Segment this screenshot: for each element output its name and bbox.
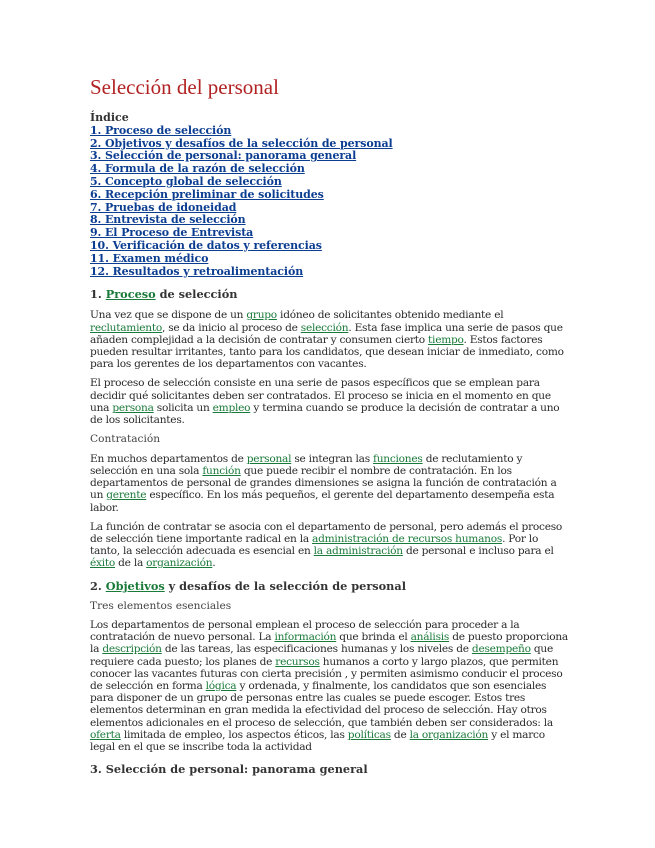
link-desempeno[interactable]: desempeño — [471, 643, 531, 656]
toc-item[interactable]: 3. Selección de personal: panorama general — [90, 149, 357, 163]
page-title: Selección del personal — [90, 75, 279, 99]
toc-item[interactable]: 7. Pruebas de idoneidad — [90, 200, 237, 214]
toc-item[interactable]: 8. Entrevista de selección — [90, 213, 246, 227]
link-personal[interactable]: personal — [246, 452, 292, 465]
section-heading-3: 3. Selección de personal: panorama general — [90, 762, 368, 777]
paragraph: La función de contratar se asocia con el departamento de personal, pero además el proceso de selección tiene importante radical en la administración de recursos humanos. Por lo tanto, la selección adecuada es esencial en la administración de personal e incluso para el éxito de la organización. — [90, 520, 563, 570]
link-la-administracion[interactable]: la administración — [313, 545, 403, 558]
section-heading-1: 1. Proceso de selección — [90, 287, 238, 302]
link-politicas[interactable]: políticas — [347, 728, 391, 741]
toc-item[interactable]: 2. Objetivos y desafíos de la selección de personal — [90, 136, 393, 150]
link-funciones[interactable]: funciones — [373, 452, 423, 465]
link-organizacion[interactable]: organización — [146, 557, 213, 570]
toc-item[interactable]: 12. Resultados y retroalimentación — [90, 264, 304, 278]
link-persona[interactable]: persona — [112, 401, 154, 414]
toc-item[interactable]: 11. Examen médico — [90, 251, 209, 265]
toc-item[interactable]: 9. El Proceso de Entrevista — [90, 226, 254, 240]
link-informacion[interactable]: información — [274, 631, 337, 644]
subheading: Contratación — [90, 433, 161, 446]
toc-item[interactable]: 10. Verificación de datos y referencias — [90, 238, 322, 252]
paragraph: Los departamentos de personal emplean el proceso de selección para proceder a la contratación de nuevo personal. La información que brinda el análisis de puesto proporciona la descripción de las tareas, las especificaciones humanas y los niveles de desempeño que requiere cada puesto; los planes de recursos humanos a corto y largo plazos, que permiten conocer las vacantes futuras con cierta precisión , y permiten asimismo conducir el proceso de selección en forma lógica y ordenada, y finalmente, los candidatos que son esenciales para disponer de un grupo de personas entre las cuales se puede escoger. Estos tres elementos determinan en gran medida la efectividad del proceso de selección. Hay otros elementos adicionales en el proceso de selección, que también deben ser considerados: la oferta limitada de empleo, los aspectos éticos, las políticas de la organización y el marco legal en el que se inscribe toda la actividad — [90, 619, 568, 754]
toc-item[interactable]: 1. Proceso de selección — [90, 123, 232, 137]
link-grupo[interactable]: grupo — [246, 309, 277, 322]
paragraph: En muchos departamentos de personal se integran las funciones de reclutamiento y selección en una sola función que puede recibir el nombre de contratación. En los departamentos de personal de grandes dimensiones se asigna la función de contratación a un gerente específico. En los más pequeños, el gerente del departamento desempeña esta labor. — [90, 452, 557, 514]
link-oferta[interactable]: oferta — [90, 728, 121, 741]
link-descripcion[interactable]: descripción — [102, 643, 162, 656]
link-logica[interactable]: lógica — [205, 680, 237, 693]
section-heading-2: 2. Objetivos y desafíos de la selección de personal — [90, 578, 406, 593]
link-la-organizacion[interactable]: la organización — [409, 728, 489, 741]
toc-heading: Índice — [90, 111, 129, 124]
toc-item[interactable]: 5. Concepto global de selección — [90, 174, 282, 188]
link-funcion[interactable]: función — [202, 464, 241, 477]
paragraph: Una vez que se dispone de un grupo idóneo de solicitantes obtenido mediante el reclutamiento, se da inicio al proceso de selección. Esta fase implica una serie de pasos que añaden complejidad a la decisión de contratar y consumen cierto tiempo. Estos factores pueden resultar irritantes, tanto para los candidatos, que desean iniciar de inmediato, como para los gerentes de los departamentos con vacantes. — [90, 309, 564, 371]
toc-item[interactable]: 4. Formula de la razón de selección — [90, 162, 305, 176]
link-seleccion[interactable]: selección — [300, 321, 349, 334]
toc-item[interactable]: 6. Recepción preliminar de solicitudes — [90, 187, 324, 201]
link-exito[interactable]: éxito — [90, 557, 116, 570]
link-recursos[interactable]: recursos — [275, 655, 320, 668]
link-analisis[interactable]: análisis — [410, 631, 450, 644]
subheading: Tres elementos esenciales — [90, 599, 232, 612]
paragraph: El proceso de selección consiste en una serie de pasos específicos que se emplean para decidir qué solicitantes deben ser contratados. El proceso se inicia en el momento en que una persona solicita un empleo y termina cuando se produce la decisión de contratar a uno de los solicitantes. — [90, 377, 560, 426]
link-objetivos[interactable]: Objetivos — [105, 578, 165, 593]
link-reclutamiento[interactable]: reclutamiento — [90, 321, 162, 334]
link-proceso[interactable]: Proceso — [105, 287, 156, 302]
link-administracion-rrhh[interactable]: administración de recursos humanos — [312, 532, 503, 545]
table-of-contents — [90, 112, 570, 278]
document-page — [90, 74, 570, 776]
link-gerente[interactable]: gerente — [106, 489, 147, 502]
link-empleo[interactable]: empleo — [212, 401, 251, 414]
link-tiempo[interactable]: tiempo — [428, 333, 464, 346]
